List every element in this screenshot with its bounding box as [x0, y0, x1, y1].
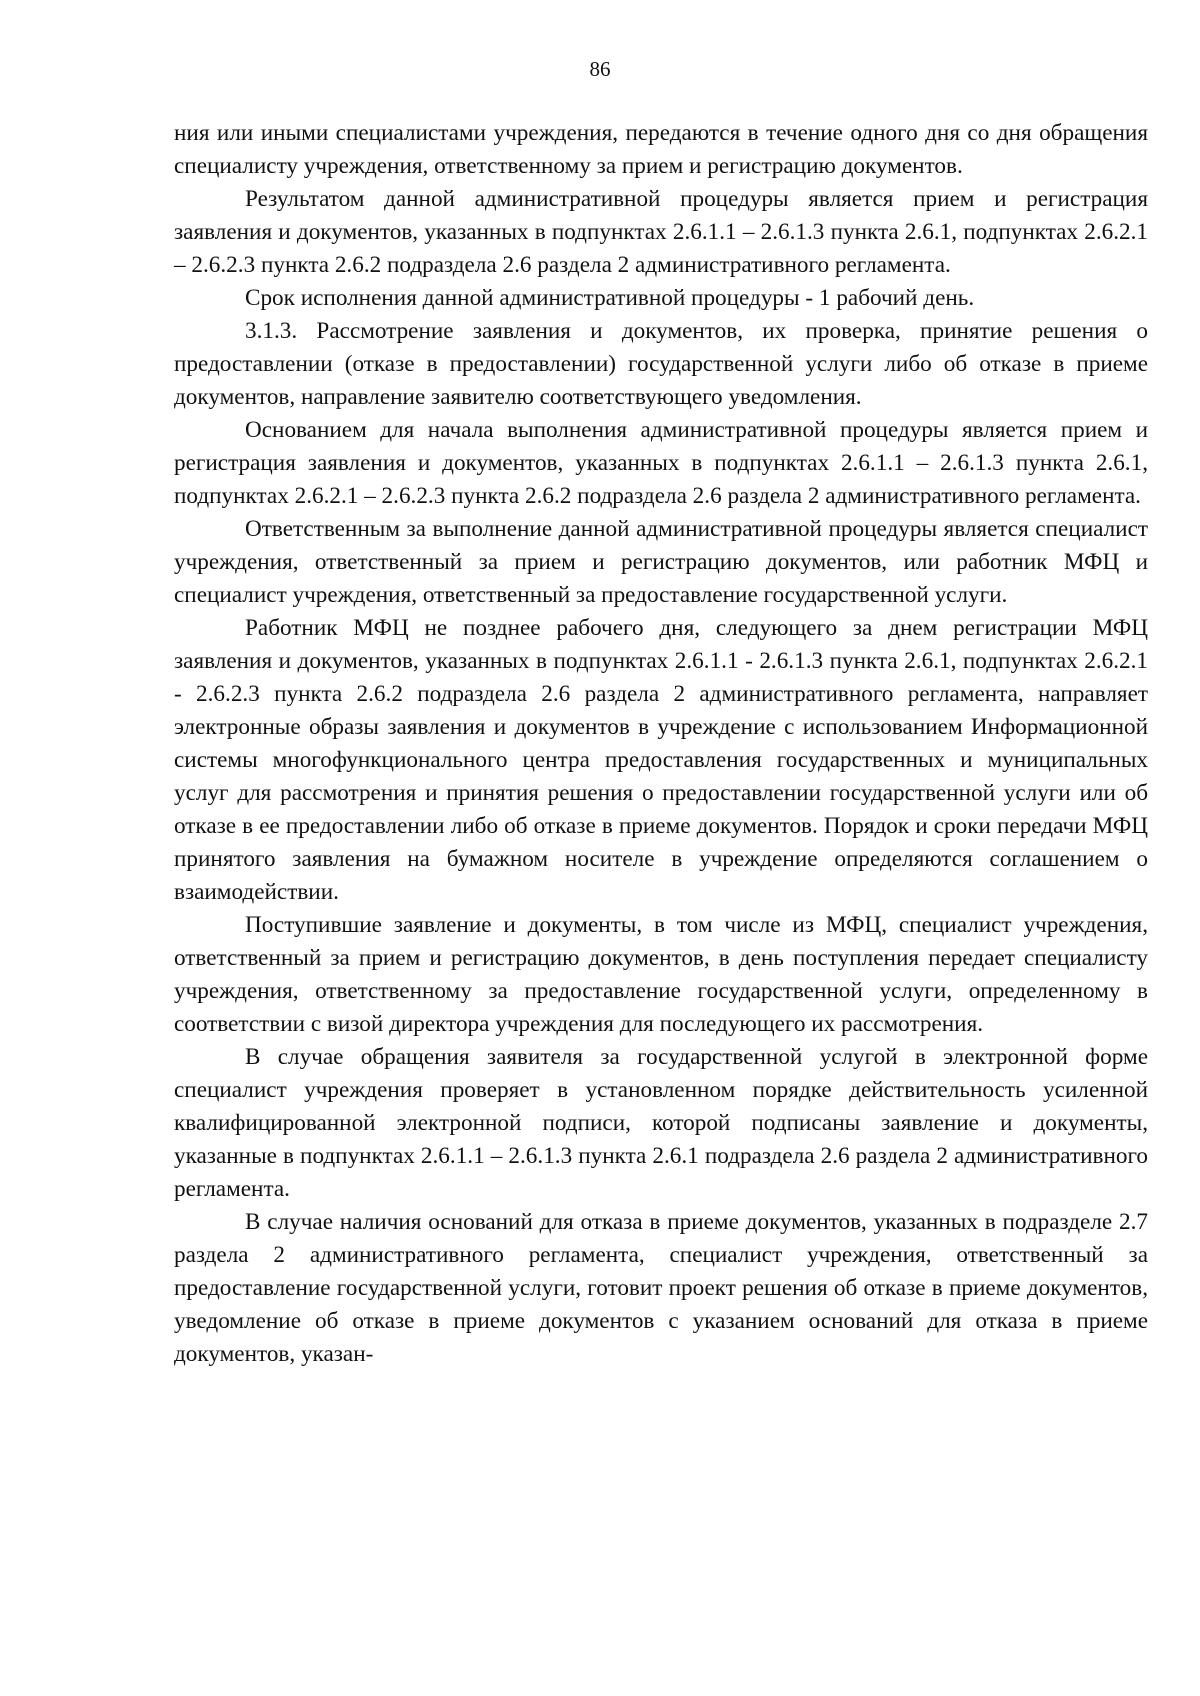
document-body	[174, 117, 1148, 1371]
paragraph-refusal-grounds: В случае наличия оснований для отказа в приеме документов, указанных в подразделе 2.7 раздела 2 административного регламента, специалист учреждения, ответственный за предоставление государственной услуги, готовит проект решения об отказе в приеме документов, уведомление об отказе в приеме документов с указанием оснований для отказа в приеме документов, указан-	[174, 1209, 1148, 1367]
paragraph-responsible: Ответственным за выполнение данной административной процедуры является специалист учреждения, ответственный за прием и регистрацию документов, или работник МФЦ и специалист учреждения, ответственный за предоставление государственной услуги.	[174, 516, 1148, 608]
paragraph-deadline: Срок исполнения данной административной процедуры - 1 рабочий день.	[245, 285, 975, 311]
paragraph-received-documents: Поступившие заявление и документы, в том числе из МФЦ, специалист учреждения, ответственный за прием и регистрацию документов, в день поступления передает специалисту учреждения, ответственному за предоставление государственной услуги, определенному в соответствии с визой директора учреждения для последующего их рассмотрения.	[174, 912, 1148, 1037]
page-number: 86	[589, 57, 611, 81]
paragraph-section-3-1-3: 3.1.3. Рассмотрение заявления и документов, их проверка, принятие решения о предоставлении (отказе в предоставлении) государственной услуги либо об отказе в приеме документов, направление заявителю соответствующего уведомления.	[174, 318, 1148, 410]
paragraph-mfc-worker: Работник МФЦ не позднее рабочего дня, следующего за днем регистрации МФЦ заявления и документов, указанных в подпунктах 2.6.1.1 - 2.6.1.3 пункта 2.6.1, подпунктах 2.6.2.1 - 2.6.2.3 пункта 2.6.2 подраздела 2.6 раздела 2 административного регламента, направляет электронные образы заявления и документов в учреждение с использованием Информационной системы многофункционального центра предоставления государственных и муниципальных услуг для рассмотрения и принятия решения о предоставлении государственной услуги или об отказе в ее предоставлении либо об отказе в приеме документов. Порядок и сроки передачи МФЦ принятого заявления на бумажном носителе в учреждение определяются соглашением о взаимодействии.	[174, 615, 1148, 905]
paragraph-electronic-form: В случае обращения заявителя за государственной услугой в электронной форме специалист учреждения проверяет в установленном порядке действительность усиленной квалифицированной электронной подписи, которой подписаны заявление и документы, указанные в подпунктах 2.6.1.1 – 2.6.1.3 пункта 2.6.1 подраздела 2.6 раздела 2 административного регламента.	[174, 1044, 1148, 1202]
paragraph-result: Результатом данной административной процедуры является прием и регистрация заявления и документов, указанных в подпунктах 2.6.1.1 – 2.6.1.3 пункта 2.6.1, подпунктах 2.6.2.1 – 2.6.2.3 пункта 2.6.2 подраздела 2.6 раздела 2 административного регламента.	[174, 186, 1148, 278]
paragraph-continuation: ния или иными специалистами учреждения, передаются в течение одного дня со дня обращения специалисту учреждения, ответственному за прием и регистрацию документов.	[174, 120, 1148, 179]
paragraph-basis: Основанием для начала выполнения административной процедуры является прием и регистрация заявления и документов, указанных в подпунктах 2.6.1.1 – 2.6.1.3 пункта 2.6.1, подпунктах 2.6.2.1 – 2.6.2.3 пункта 2.6.2 подраздела 2.6 раздела 2 административного регламента.	[174, 417, 1148, 509]
